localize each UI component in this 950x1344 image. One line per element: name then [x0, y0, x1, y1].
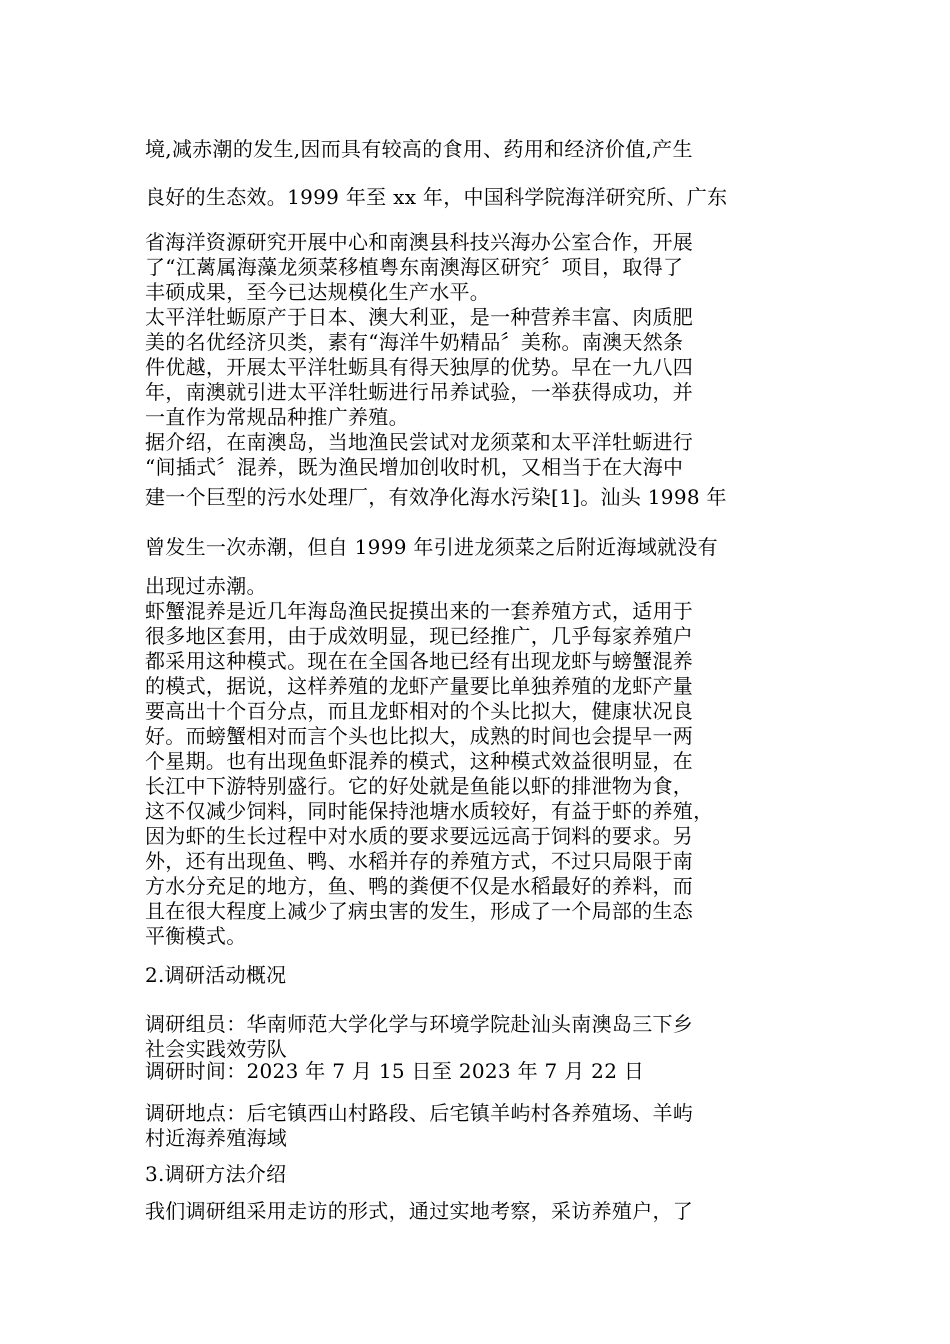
text-line: 都采用这种模式。现在在全国各地已经有出现龙虾与螃蟹混养 — [145, 649, 694, 673]
section-heading: 3.调研方法介绍 — [145, 1162, 287, 1186]
text-line: 平衡模式。 — [145, 924, 247, 948]
text-line: 调研组员：华南师范大学化学与环境学院赴汕头南澳岛三下乡 — [145, 1012, 694, 1036]
text-line: 年，南澳就引进太平洋牡蛎进行吊养试验，一举获得成功，并 — [145, 380, 694, 404]
text-line: 了“江蓠属海藻龙须菜移植粤东南澳海区研究〞项目，取得了 — [145, 255, 684, 279]
text-line: 的模式，据说，这样养殖的龙虾产量要比单独养殖的龙虾产量 — [145, 674, 694, 698]
text-line: 方水分充足的地方，鱼、鸭的粪便不仅是水稻最好的养料，而 — [145, 874, 694, 898]
text-line: 这不仅减少饲料，同时能保持池塘水质较好，有益于虾的养殖， — [145, 799, 714, 823]
text-line: 出现过赤潮。 — [145, 574, 267, 598]
text-line: 要高出十个百分点，而且龙虾相对的个头比拟大，健康状况良 — [145, 699, 694, 723]
section-heading: 2.调研活动概况 — [145, 963, 287, 987]
text-line: 丰硕成果，至今已达规模化生产水平。 — [145, 280, 491, 304]
text-line: 曾发生一次赤潮，但自 1999 年引进龙须菜之后附近海域就没有 — [145, 535, 718, 559]
text-line: 良好的生态效。1999 年至 xx 年，中国科学院海洋研究所、广东 — [145, 185, 728, 209]
text-line: 调研地点：后宅镇西山村路段、后宅镇羊屿村各养殖场、羊屿 — [145, 1101, 694, 1125]
text-line: 长江中下游特别盛行。它的好处就是鱼能以虾的排泄物为食， — [145, 774, 694, 798]
text-line: 一直作为常规品种推广养殖。 — [145, 405, 409, 429]
text-line: 省海洋资源研究开展中心和南澳县科技兴海办公室合作，开展 — [145, 230, 694, 254]
text-line: 调研时间：2023 年 7 月 15 日至 2023 年 7 月 22 日 — [145, 1059, 645, 1083]
text-line: 社会实践效劳队 — [145, 1037, 288, 1061]
text-line: “间插式〞混养，既为渔民增加创收时机，又相当于在大海中 — [145, 455, 684, 479]
text-line: 个星期。也有出现鱼虾混养的模式，这种模式效益很明显，在 — [145, 749, 694, 773]
text-line: 美的名优经济贝类，素有“海洋牛奶精品〞美称。南澳天然条 — [145, 330, 684, 354]
text-line: 很多地区套用，由于成效明显，现已经推广，几乎每家养殖户 — [145, 624, 694, 648]
text-line: 建一个巨型的污水处理厂，有效净化海水污染[1]。汕头 1998 年 — [145, 485, 727, 509]
text-line: 村近海养殖海域 — [145, 1126, 288, 1150]
text-line: 太平洋牡蛎原产于日本、澳大利亚，是一种营养丰富、肉质肥 — [145, 305, 694, 329]
text-line: 且在很大程度上减少了病虫害的发生，形成了一个局部的生态 — [145, 899, 694, 923]
text-line: 据介绍，在南澳岛，当地渔民尝试对龙须菜和太平洋牡蛎进行 — [145, 430, 694, 454]
text-line: 件优越，开展太平洋牡蛎具有得天独厚的优势。早在一九八四 — [145, 355, 694, 379]
text-line: 外，还有出现鱼、鸭、水稻并存的养殖方式，不过只局限于南 — [145, 849, 694, 873]
text-line: 我们调研组采用走访的形式，通过实地考察，采访养殖户，了 — [145, 1199, 694, 1223]
text-line: 好。而螃蟹相对而言个头也比拟大，成熟的时间也会提早一两 — [145, 724, 694, 748]
text-line: 虾蟹混养是近几年海岛渔民捉摸出来的一套养殖方式，适用于 — [145, 599, 694, 623]
text-line: 境,减赤潮的发生,因而具有较高的食用、药用和经济价值,产生 — [145, 137, 693, 161]
text-line: 因为虾的生长过程中对水质的要求要远远高于饲料的要求。另 — [145, 824, 694, 848]
